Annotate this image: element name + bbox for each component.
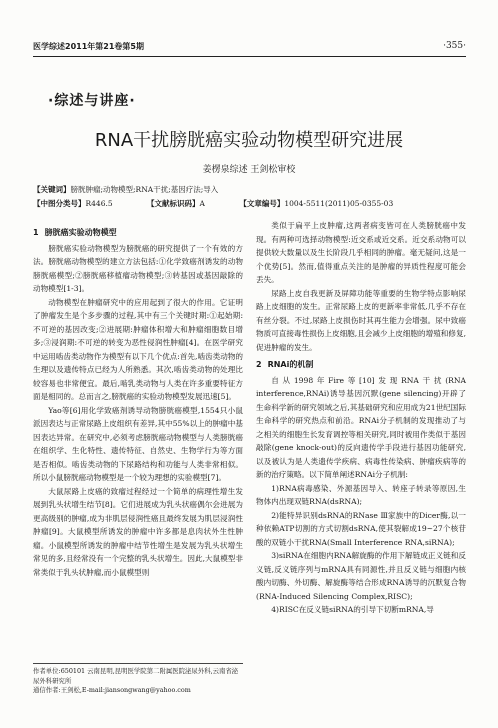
keywords: 膀胱肿瘤;动物模型;RNA干扰;基因疗法;导入 xyxy=(70,185,219,194)
right-column xyxy=(256,219,466,617)
journal-info: 医学综述2011年第21卷第5期 xyxy=(33,42,144,51)
clc-group xyxy=(33,199,129,208)
header-rule xyxy=(33,56,466,57)
paragraph: 大鼠尿路上皮癌的致瘤过程经过一个简单的病理性增生发展到乳头状增生结节[8]。它们进展成为乳头状癌偶尔会进展为更高级别的肿瘤,成为非肌层侵润性癌且最终发展为肌层浸润性肿瘤[9]。大鼠模型所诱发的肿瘤中许多都是息肉状外生性肿瘤。小鼠模型所诱发的肿瘤中结节性增生是发展为乳头状增生常见的多,且经常没有一个完整的乳头状增生。因此,大鼠模型非常类似于乳头状肿瘤,而小鼠模型则 xyxy=(33,486,243,577)
running-header xyxy=(33,41,466,55)
keywords-line xyxy=(33,184,466,195)
section-label: ·综述与讲座· xyxy=(48,93,136,109)
paragraph: 4)RISC在反义链siRNA的引导下切断mRNA,导 xyxy=(271,605,434,614)
paragraph: 动物模型在肿瘤研究中的应用起到了很大的作用。它证明了肿瘤发生是个多步骤的过程,其中有三个关键时期:①起始期:不可逆的基因改变;②进展期:肿瘤体积增大和肿瘤细胞数目增多;③浸润期:不可逆的转变为恶性侵润性肿瘤[4]。在医学研究中运用啮齿类动物作为模型有以下几个优点:首先,啮齿类动物的生理以及遗传特点已经为人所熟悉。其次,啮齿类动物的处理比较容易也非常便宜。最后,啮乳类动物与人类在许多重要特征方面是相同的。总而言之,膀胱癌的实验动物模型发展迅速[5]。 xyxy=(33,297,244,401)
section-1-title: 膀胱癌实验动物模型 xyxy=(44,228,117,237)
section-2-number: 2 xyxy=(256,360,262,369)
corresponding-author: 通信作者:王剑松,E-mail:jiansongwang@yahoo.com xyxy=(33,686,191,694)
page-number: ·355· xyxy=(443,41,466,51)
paragraph: 3)siRNA在细胞内RNA解旋酶的作用下解链成正义链和反义链,反义链序列与mRNA具有同源性,并且反义链与细胞内核酸内切酶、外切酶、解旋酶等结合形成RNA诱导的沉默复合物(RNA-Induced Silencing Complex,RISC); xyxy=(256,551,466,601)
clc-value: R446.5 xyxy=(85,199,113,208)
doc-code-label: 【文献标识码】 xyxy=(147,199,200,208)
footnote xyxy=(33,663,243,696)
paragraph: 1)RNA病毒感染、外源基因导入、转座子转录等原因,生物体内出现双链RNA(dsRNA); xyxy=(256,483,466,506)
article-no-group xyxy=(239,199,409,208)
paragraph: 尿路上皮自我更新及屏障功能等重要的生物学特点影响尿路上皮细胞的发生。正常尿路上皮的更新率非常低,几乎不存在有丝分裂。不过,尿路上皮损伤时其再生能力会增强。尿中致癌物质可直接毒性损伤上皮细胞,且会减少上皮细胞的增殖和修复,促进肿瘤的发生。 xyxy=(256,288,466,352)
paragraph: Yao等[6]用化学致癌剂诱导动物膀胱癌模型,1554只小鼠派因表达与正常尿路上皮组织有差异,其中55%以上的肿瘤中基因表达异常。在研究中,必须考虑膀胱癌动物模型与人类膀胱癌在组织学、生化特性、遗传特征、自然史、生物学行为等方面是否相似。啮齿类动物的下尿路结构和功能与人类非常相似。所以小鼠膀胱癌动物模型是一个较为理想的实验模型[7]。 xyxy=(33,405,243,482)
section-2-heading xyxy=(256,358,466,372)
paragraph: 类似于扁平上皮肿瘤,这两者病变皆可在人类膀胱癌中发现。有两种可选择动物模型:近交系或近交系。近交系动物可以提供较大数量以及生长阶段几乎相同的肿瘤。毫无疑问,这是一个优势[5]。然而,值得重点关注的是肿瘤的异质性程度可能会丢失。 xyxy=(256,221,466,284)
article-title: RNA干扰膀胱癌实验动物模型研究进展 xyxy=(94,130,404,151)
clc-label: 【中图分类号】 xyxy=(33,199,86,208)
section-1-number: 1 xyxy=(33,228,39,237)
paragraph: 2)能特异识别dsRNA的RNase Ⅲ家族中的Dicer酶,以一种依赖ATP切割的方式切割dsRNA,使其裂解成19~27个核苷酸的双链小干扰RNA(Small Interference RNA,siRNA); xyxy=(256,510,466,547)
paragraph: 自从1998年Fire等[10]发现RNA干扰(RNA interference,RNAi)诱导基因沉默(gene silencing)开辟了生命科学新的研究领域之后,其基础研究和应用成为21世纪国际生命科学的研究热点和前沿。RNAi分子机制的发现推动了与之相关的细胞生长发育调控等相关研究,同时被用作类似于基因敲除(gene knock-out)的反向遗传学手段进行基因功能研究,以及被认为是人类遗传学疾病、病毒性传染病、肿瘤疾病等的新的治疗策略。以下简单阐述RNAi分子机制: xyxy=(256,375,466,479)
article-authors: 姜楞泉综述 王剑松审校 xyxy=(202,165,296,175)
section-2-title: RNAi的机制 xyxy=(267,360,314,369)
doc-code-value: A xyxy=(199,199,205,208)
article-no-label: 【文章编号】 xyxy=(239,199,285,208)
doc-code-group xyxy=(147,199,221,208)
keywords-label: 【关键词】 xyxy=(33,185,71,194)
article-no-value: 1004-5511(2011)05-0355-03 xyxy=(284,199,394,208)
classification-line xyxy=(33,198,466,209)
section-1-heading xyxy=(33,226,243,240)
left-column xyxy=(33,222,243,579)
author-affiliation: 作者单位:650101 云南昆明,昆明医学院第二附属医院泌尿外科,云南省泌尿外科研究所 xyxy=(33,667,239,685)
paragraph: 膀胱癌实验动物模型为膀胱癌的研究提供了一个有效的方法。膀胱癌动物模型的建立方法包括:①化学致癌剂诱发的动物膀胱癌模型;②膀胱癌移植瘤动物模型;③转基因或基因敲除的动物模型[1-3]。 xyxy=(33,243,243,293)
